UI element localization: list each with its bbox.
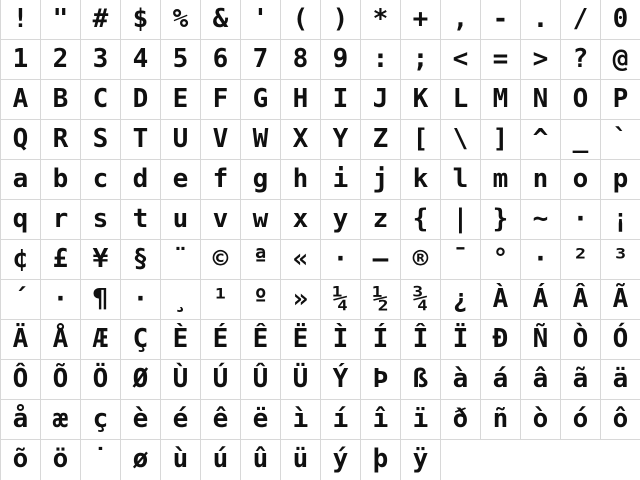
glyph-cell: ê xyxy=(201,400,241,440)
glyph-cell: Û xyxy=(241,360,281,400)
glyph-cell: @ xyxy=(601,40,640,80)
glyph-cell: % xyxy=(161,0,201,40)
glyph-cell: W xyxy=(241,120,281,160)
glyph-cell: ¯ xyxy=(441,240,481,280)
glyph-cell: F xyxy=(201,80,241,120)
glyph-cell: ò xyxy=(521,400,561,440)
glyph-cell: 1 xyxy=(1,40,41,80)
glyph-cell: Ð xyxy=(481,320,521,360)
glyph-cell: Í xyxy=(361,320,401,360)
glyph-cell: ¶ xyxy=(81,280,121,320)
glyph-cell: ú xyxy=(201,440,241,480)
glyph-cell: n xyxy=(521,160,561,200)
glyph-cell: e xyxy=(161,160,201,200)
charmap-row xyxy=(1,160,640,200)
glyph-cell: R xyxy=(41,120,81,160)
glyph-cell: ? xyxy=(561,40,601,80)
glyph-cell: Ç xyxy=(121,320,161,360)
glyph-cell: b xyxy=(41,160,81,200)
glyph-cell: X xyxy=(281,120,321,160)
glyph-cell: ø xyxy=(121,440,161,480)
glyph-cell: H xyxy=(281,80,321,120)
glyph-cell: Õ xyxy=(41,360,81,400)
glyph-cell: ^ xyxy=(521,120,561,160)
glyph-cell: B xyxy=(41,80,81,120)
glyph-cell: á xyxy=(481,360,521,400)
glyph-cell: ó xyxy=(561,400,601,440)
glyph-cell: ¥ xyxy=(81,240,121,280)
glyph-cell: + xyxy=(401,0,441,40)
glyph-cell: ½ xyxy=(361,280,401,320)
glyph-cell: – xyxy=(361,240,401,280)
glyph-cell: ' xyxy=(241,0,281,40)
glyph-cell: Ø xyxy=(121,360,161,400)
charmap-row xyxy=(1,0,640,40)
glyph-cell: r xyxy=(41,200,81,240)
glyph-cell: ù xyxy=(161,440,201,480)
glyph-cell: | xyxy=(441,200,481,240)
glyph-cell: 0 xyxy=(601,0,640,40)
glyph-cell: Î xyxy=(401,320,441,360)
glyph-cell: c xyxy=(81,160,121,200)
glyph-cell: ð xyxy=(441,400,481,440)
glyph-cell: º xyxy=(241,280,281,320)
glyph-cell: § xyxy=(121,240,161,280)
glyph-cell: C xyxy=(81,80,121,120)
glyph-cell: È xyxy=(161,320,201,360)
glyph-cell: ñ xyxy=(481,400,521,440)
glyph-cell: Y xyxy=(321,120,361,160)
glyph-cell: û xyxy=(241,440,281,480)
charmap-row xyxy=(1,360,640,400)
glyph-cell: - xyxy=(481,0,521,40)
charmap-row xyxy=(1,40,640,80)
glyph-cell: & xyxy=(201,0,241,40)
glyph-cell: ä xyxy=(601,360,640,400)
glyph-cell: P xyxy=(601,80,640,120)
glyph-cell: Â xyxy=(561,280,601,320)
glyph-cell: Ú xyxy=(201,360,241,400)
glyph-cell: Ë xyxy=(281,320,321,360)
glyph-cell: w xyxy=(241,200,281,240)
glyph-cell: ) xyxy=(321,0,361,40)
glyph-cell: · xyxy=(561,200,601,240)
glyph-cell: f xyxy=(201,160,241,200)
charmap-row xyxy=(1,280,640,320)
glyph-cell: Ï xyxy=(441,320,481,360)
glyph-cell: ¾ xyxy=(401,280,441,320)
glyph-cell: O xyxy=(561,80,601,120)
glyph-cell: ¼ xyxy=(321,280,361,320)
glyph-cell: 6 xyxy=(201,40,241,80)
glyph-cell: . xyxy=(521,0,561,40)
glyph-cell: ¨ xyxy=(161,240,201,280)
glyph-cell: _ xyxy=(561,120,601,160)
glyph-cell: k xyxy=(401,160,441,200)
glyph-cell: o xyxy=(561,160,601,200)
glyph-cell: * xyxy=(361,0,401,40)
glyph-cell: 9 xyxy=(321,40,361,80)
glyph-cell: ( xyxy=(281,0,321,40)
glyph-cell: A xyxy=(1,80,41,120)
charmap-row xyxy=(1,240,640,280)
glyph-cell: 7 xyxy=(241,40,281,80)
glyph-cell: T xyxy=(121,120,161,160)
glyph-cell: É xyxy=(201,320,241,360)
glyph-cell: h xyxy=(281,160,321,200)
glyph-cell: Ñ xyxy=(521,320,561,360)
glyph-cell: Z xyxy=(361,120,401,160)
glyph-cell: J xyxy=(361,80,401,120)
glyph-cell: Ó xyxy=(601,320,640,360)
glyph-cell: À xyxy=(481,280,521,320)
glyph-cell: ß xyxy=(401,360,441,400)
glyph-cell: Æ xyxy=(81,320,121,360)
glyph-cell: ª xyxy=(241,240,281,280)
glyph-cell: a xyxy=(1,160,41,200)
glyph-cell: : xyxy=(361,40,401,80)
charmap-row xyxy=(1,320,640,360)
glyph-cell: Ý xyxy=(321,360,361,400)
glyph-cell: à xyxy=(441,360,481,400)
glyph-cell: ë xyxy=(241,400,281,440)
glyph-cell: ý xyxy=(321,440,361,480)
glyph-cell: E xyxy=(161,80,201,120)
glyph-cell: Þ xyxy=(361,360,401,400)
glyph-cell: ¸ xyxy=(161,280,201,320)
glyph-cell: z xyxy=(361,200,401,240)
glyph-cell: ¢ xyxy=(1,240,41,280)
glyph-cell: 8 xyxy=(281,40,321,80)
glyph-cell: < xyxy=(441,40,481,80)
glyph-cell: > xyxy=(521,40,561,80)
glyph-cell: ! xyxy=(1,0,41,40)
glyph-cell: · xyxy=(121,280,161,320)
glyph-cell: ì xyxy=(281,400,321,440)
glyph-cell: ´ xyxy=(1,280,41,320)
glyph-cell: { xyxy=(401,200,441,240)
glyph-cell: l xyxy=(441,160,481,200)
glyph-cell: " xyxy=(41,0,81,40)
glyph-cell: I xyxy=(321,80,361,120)
glyph-cell: 4 xyxy=(121,40,161,80)
glyph-cell: Å xyxy=(41,320,81,360)
glyph-cell: G xyxy=(241,80,281,120)
glyph-cell: y xyxy=(321,200,361,240)
glyph-cell: t xyxy=(121,200,161,240)
glyph-cell: ³ xyxy=(601,240,640,280)
glyph-cell: å xyxy=(1,400,41,440)
glyph-cell: ~ xyxy=(521,200,561,240)
glyph-cell: $ xyxy=(121,0,161,40)
glyph-cell: î xyxy=(361,400,401,440)
glyph-cell: æ xyxy=(41,400,81,440)
glyph-cell: ç xyxy=(81,400,121,440)
glyph-cell: ã xyxy=(561,360,601,400)
glyph-cell: Ê xyxy=(241,320,281,360)
charmap-row xyxy=(1,120,640,160)
glyph-cell: ¡ xyxy=(601,200,640,240)
glyph-cell: 5 xyxy=(161,40,201,80)
glyph-cell: = xyxy=(481,40,521,80)
glyph-cell: p xyxy=(601,160,640,200)
glyph-cell: ® xyxy=(401,240,441,280)
glyph-cell: £ xyxy=(41,240,81,280)
charmap-row xyxy=(1,80,640,120)
glyph-cell: ` xyxy=(601,120,640,160)
glyph-cell: , xyxy=(441,0,481,40)
glyph-cell: ö xyxy=(41,440,81,480)
glyph-cell: Ù xyxy=(161,360,201,400)
glyph-cell: Q xyxy=(1,120,41,160)
glyph-cell: K xyxy=(401,80,441,120)
empty-area xyxy=(441,440,640,480)
glyph-cell: · xyxy=(321,240,361,280)
glyph-cell: u xyxy=(161,200,201,240)
charmap-row xyxy=(1,400,640,440)
glyph-cell: Á xyxy=(521,280,561,320)
glyph-cell: j xyxy=(361,160,401,200)
glyph-cell: Ü xyxy=(281,360,321,400)
charmap-row xyxy=(1,200,640,240)
glyph-cell: õ xyxy=(1,440,41,480)
glyph-cell: í xyxy=(321,400,361,440)
glyph-cell: x xyxy=(281,200,321,240)
glyph-cell: m xyxy=(481,160,521,200)
glyph-cell: ° xyxy=(481,240,521,280)
glyph-cell: þ xyxy=(361,440,401,480)
glyph-cell: M xyxy=(481,80,521,120)
glyph-cell: D xyxy=(121,80,161,120)
glyph-cell: · xyxy=(41,280,81,320)
glyph-cell: « xyxy=(281,240,321,280)
glyph-cell: Ì xyxy=(321,320,361,360)
glyph-cell: ; xyxy=(401,40,441,80)
glyph-cell: v xyxy=(201,200,241,240)
glyph-cell: é xyxy=(161,400,201,440)
glyph-cell: ô xyxy=(601,400,640,440)
glyph-cell: } xyxy=(481,200,521,240)
glyph-cell: ¿ xyxy=(441,280,481,320)
glyph-cell: V xyxy=(201,120,241,160)
glyph-cell: ² xyxy=(561,240,601,280)
glyph-cell: ˙ xyxy=(81,440,121,480)
glyph-cell: s xyxy=(81,200,121,240)
glyph-cell: [ xyxy=(401,120,441,160)
glyph-cell: Ô xyxy=(1,360,41,400)
glyph-cell: ï xyxy=(401,400,441,440)
glyph-cell: / xyxy=(561,0,601,40)
glyph-cell: q xyxy=(1,200,41,240)
glyph-cell: Ä xyxy=(1,320,41,360)
glyph-cell: ü xyxy=(281,440,321,480)
glyph-cell: d xyxy=(121,160,161,200)
glyph-cell: » xyxy=(281,280,321,320)
glyph-cell: Ò xyxy=(561,320,601,360)
glyph-cell: g xyxy=(241,160,281,200)
glyph-cell: S xyxy=(81,120,121,160)
glyph-cell: N xyxy=(521,80,561,120)
glyph-cell: 3 xyxy=(81,40,121,80)
glyph-cell: \ xyxy=(441,120,481,160)
glyph-cell: è xyxy=(121,400,161,440)
glyph-cell: U xyxy=(161,120,201,160)
glyph-cell: © xyxy=(201,240,241,280)
glyph-cell: i xyxy=(321,160,361,200)
glyph-cell: 2 xyxy=(41,40,81,80)
glyph-cell: ] xyxy=(481,120,521,160)
charmap-row xyxy=(1,440,640,480)
glyph-cell: â xyxy=(521,360,561,400)
glyph-cell: # xyxy=(81,0,121,40)
glyph-cell: ÿ xyxy=(401,440,441,480)
glyph-cell: L xyxy=(441,80,481,120)
glyph-cell: Ã xyxy=(601,280,640,320)
glyph-cell: Ö xyxy=(81,360,121,400)
glyph-cell: · xyxy=(521,240,561,280)
glyph-cell: ¹ xyxy=(201,280,241,320)
